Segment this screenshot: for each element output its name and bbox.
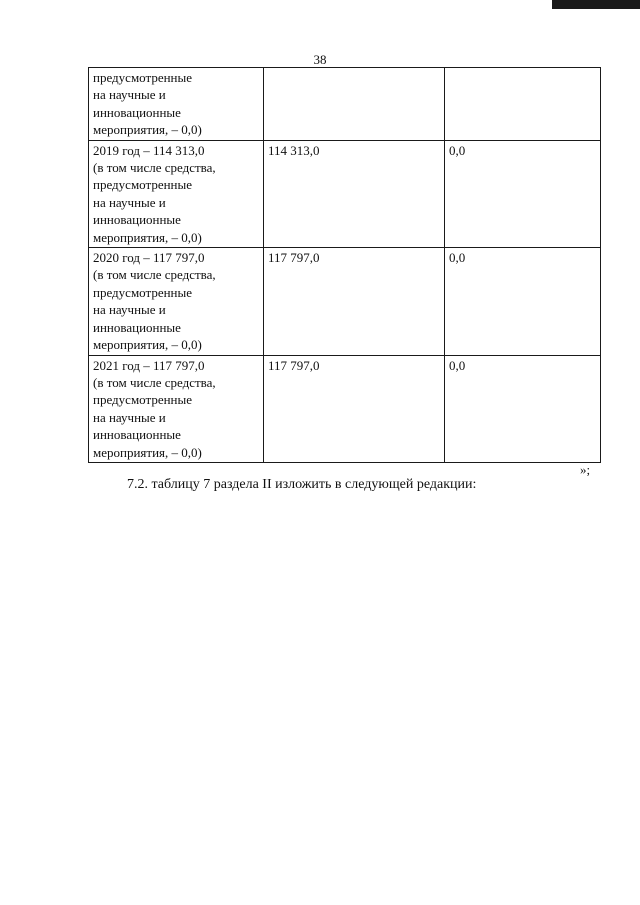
instruction-paragraph: 7.2. таблицу 7 раздела II изложить в следующей редакции: bbox=[127, 477, 477, 492]
innovation-cell: 0,0 bbox=[445, 140, 601, 247]
table-row bbox=[89, 355, 601, 462]
innovation-cell: 0,0 bbox=[445, 248, 601, 355]
year-label-cell: 2019 год – 114 313,0 (в том числе средства, предусмотренные на научные и инновационные мероприятия, – 0,0) bbox=[89, 140, 264, 247]
page-number: 38 bbox=[313, 52, 327, 67]
total-cell: 114 313,0 bbox=[264, 140, 445, 247]
table-row bbox=[89, 68, 601, 141]
innovation-cell bbox=[445, 68, 601, 141]
table-row bbox=[89, 248, 601, 355]
scan-corner-mark bbox=[552, 0, 640, 9]
budget-table bbox=[88, 67, 601, 463]
table-row bbox=[89, 140, 601, 247]
year-label-cell: предусмотренные на научные и инновационные мероприятия, – 0,0) bbox=[89, 68, 264, 141]
total-cell: 117 797,0 bbox=[264, 248, 445, 355]
total-cell bbox=[264, 68, 445, 141]
year-label-cell: 2021 год – 117 797,0 (в том числе средства, предусмотренные на научные и инновационные мероприятия, – 0,0) bbox=[89, 355, 264, 462]
closing-quote: »; bbox=[580, 462, 591, 477]
innovation-cell: 0,0 bbox=[445, 355, 601, 462]
year-label-cell: 2020 год – 117 797,0 (в том числе средства, предусмотренные на научные и инновационные мероприятия, – 0,0) bbox=[89, 248, 264, 355]
total-cell: 117 797,0 bbox=[264, 355, 445, 462]
